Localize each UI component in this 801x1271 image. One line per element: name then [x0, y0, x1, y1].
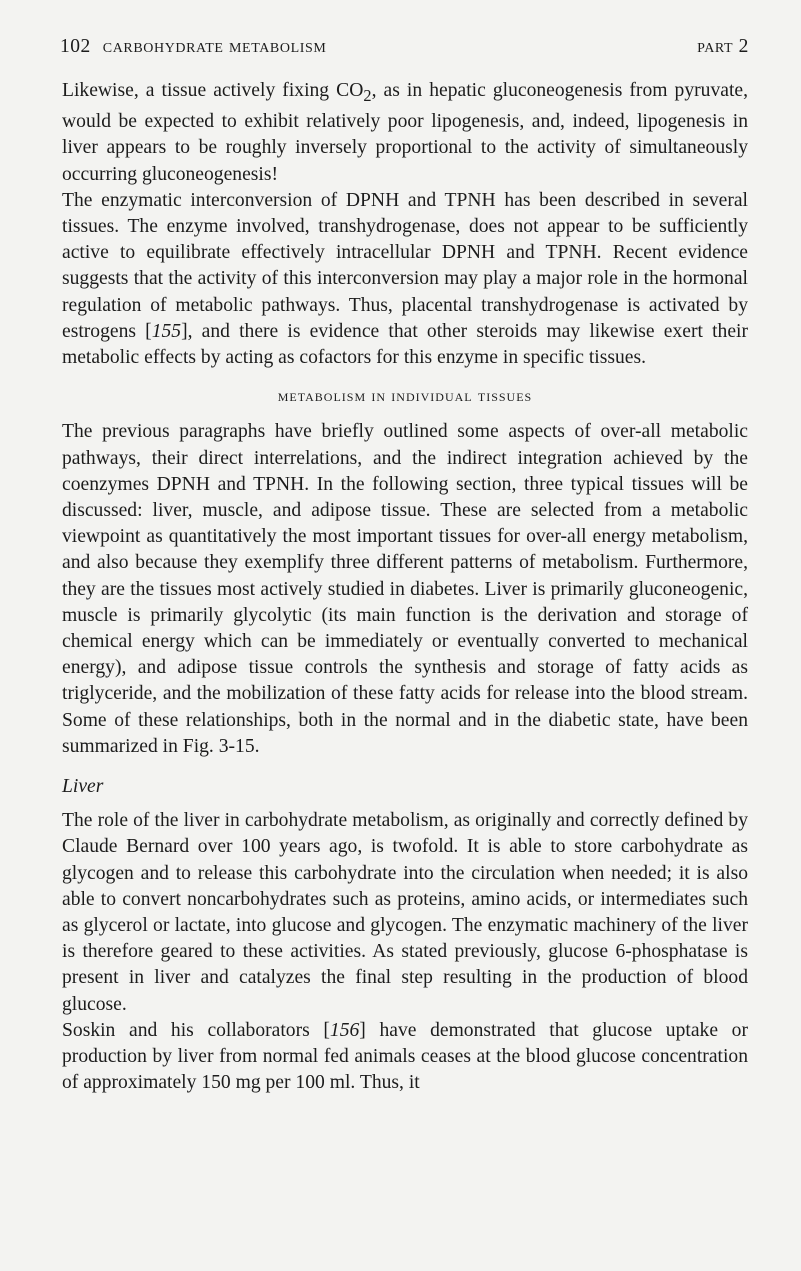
paragraph-5-text-a: Soskin and his collaborators [ [62, 1019, 330, 1041]
page-number: 102 [60, 36, 91, 57]
paragraph-1 [62, 78, 748, 188]
paragraph-3: The previous paragraphs have briefly outlined some aspects of over-all metabolic pathways, their direct interrelations, and the indirect integration achieved by the coenzymes DPNH and TPNH. In the following section, three typical tissues will be discussed: liver, muscle, and adipose tissue. These are selected from a metabolic viewpoint as quantitatively the most important tissues for over-all energy metabolism, and also because they exemplify three different patterns of metabolism. Furthermore, they are the tissues most actively studied in diabetes. Liver is primarily gluconeogenic, muscle is primarily glycolytic (its main function is the derivation and storage of chemical energy which can be immediately or eventually converted to mechanical energy), and adipose tissue controls the synthesis and storage of fatty acids as triglyceride, and the mobilization of these fatty acids for release into the blood stream. Some of these relationships, both in the normal and in the diabetic state, have been summarized in Fig. 3-15. [62, 421, 748, 757]
page-body [62, 78, 748, 1096]
paragraph-2-text-a: The enzymatic interconversion of DPNH and TPNH has been described in several tissues. The enzyme involved, transhydrogenase, does not appear to be sufficiently active to equilibrate effectively intracellular DPNH and TPNH. Recent evidence suggests that the activity of this interconversion may play a major role in the hormonal regulation of metabolic pathways. Thus, placental transhydrogenase is activated by estrogens [ [62, 189, 748, 342]
co2-subscript: 2 [363, 85, 372, 105]
paragraph-5-text-b: ] have demonstrated that glucose uptake or production by liver from normal fed animals ceases at the blood glucose concentration of approximately 150 mg per 100 ml. Thus, it [62, 1019, 748, 1094]
subheading-liver: Liver [62, 775, 104, 797]
reference-155: 155 [151, 320, 182, 342]
header-left [60, 36, 326, 58]
paragraph-1-text-b: , as in hepatic gluconeogenesis from pyruvate, would be expected to exhibit relatively poor lipogenesis, and, indeed, lipogenesis in liver appears to be roughly inversely proportional to the activity of simultaneously occurring gluconeogenesis! [62, 80, 748, 185]
paragraph-5 [62, 1018, 748, 1097]
part-label: part 2 [697, 36, 749, 57]
running-header [60, 36, 749, 58]
paragraph-2 [62, 188, 748, 371]
reference-156: 156 [329, 1019, 360, 1041]
running-title: carbohydrate metabolism [102, 36, 327, 57]
paragraph-2-text-b: ], and there is evidence that other steroids may likewise exert their metabolic effects by acting as cofactors for this enzyme in specific tissues. [62, 320, 748, 368]
paragraph-1-text-a: Likewise, a tissue actively fixing CO [62, 80, 364, 101]
section-heading: metabolism in individual tissues [277, 386, 533, 406]
paragraph-4: The role of the liver in carbohydrate metabolism, as originally and correctly defined by Claude Bernard over 100 years ago, is twofold. It is able to store carbohydrate as glycogen and to release this carbohydrate into the circulation when needed; it is also able to convert noncarbohydrates such as proteins, amino acids, or intermediates such as glycerol or lactate, into glucose and glycogen. The enzymatic machinery of the liver is therefore geared to these activities. As stated previously, glucose 6-phosphatase is present in liver and catalyzes the final step resulting in the production of blood glucose. [62, 810, 748, 1015]
